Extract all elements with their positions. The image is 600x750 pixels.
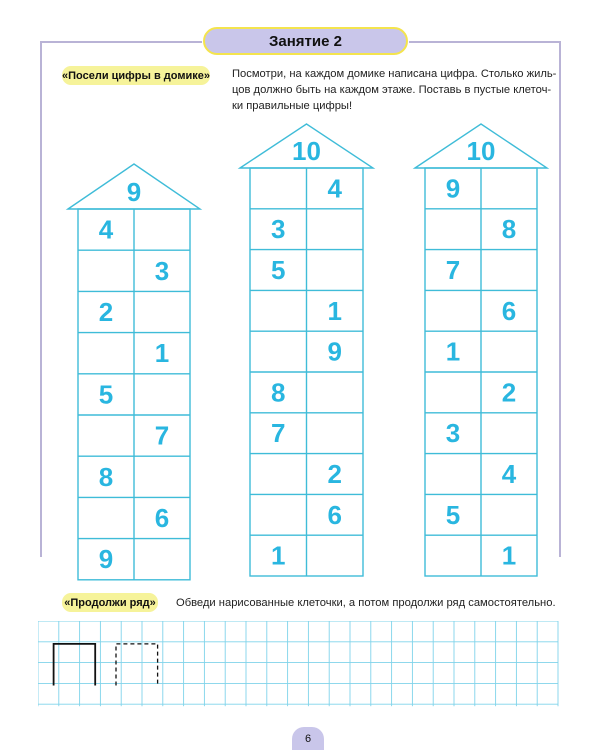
house-cell-number: 6 xyxy=(501,295,517,326)
house-cell-number: 8 xyxy=(98,461,114,492)
house-roof-number: 10 xyxy=(466,136,496,166)
lesson-title: Занятие 2 xyxy=(203,27,408,55)
house-cell-number: 7 xyxy=(154,420,170,451)
house-roof-number: 9 xyxy=(126,177,142,207)
house-1 xyxy=(68,164,200,580)
house-cell-number: 1 xyxy=(445,336,461,367)
house-cell-number: 6 xyxy=(154,503,170,533)
house-2 xyxy=(240,124,373,576)
task1-instruction-line: ки правильные цифры! xyxy=(232,100,353,112)
task1-instruction-line: цов должно быть на каждом этаже. Поставь в пустые клеточ- xyxy=(232,84,552,96)
page-number: 6 xyxy=(292,727,324,750)
house-cell-number: 7 xyxy=(445,255,461,285)
task2-label: «Продолжи ряд» xyxy=(62,593,158,612)
house-cell-number: 5 xyxy=(445,499,461,530)
house-cell-number: 2 xyxy=(501,377,517,408)
task1-label: «Посели цифры в домике» xyxy=(62,66,210,85)
house-cell-number: 5 xyxy=(271,255,286,285)
task1-instruction-line: Посмотри, на каждом домике написана цифра. Столько жиль- xyxy=(232,68,557,80)
house-cell-number: 4 xyxy=(501,459,517,489)
house-cell-number: 3 xyxy=(271,214,286,245)
house-cell-number: 1 xyxy=(271,540,286,571)
house-cell-number: 2 xyxy=(98,297,114,327)
house-cell-number: 2 xyxy=(327,459,342,489)
house-cell-number: 3 xyxy=(445,418,461,449)
practice-grid[interactable] xyxy=(38,621,562,712)
task2-instruction: Обведи нарисованные клеточки, а потом продолжи ряд самостоятельно. xyxy=(176,597,556,609)
house-3 xyxy=(415,124,547,576)
house-cell-number: 1 xyxy=(154,338,170,369)
house-cell-number: 7 xyxy=(271,418,286,449)
house-cell-number: 1 xyxy=(501,540,517,571)
house-roof-number: 10 xyxy=(292,136,321,166)
house-cell-number: 8 xyxy=(501,214,517,245)
house-cell-number: 4 xyxy=(327,173,342,204)
house-cell-number: 9 xyxy=(98,544,114,575)
house-cell-number: 8 xyxy=(271,377,286,408)
house-cell-number: 1 xyxy=(327,295,342,326)
example-shape-solid xyxy=(54,644,96,686)
house-cell-number: 9 xyxy=(327,336,342,367)
house-cell-number: 4 xyxy=(98,214,114,245)
house-cell-number: 9 xyxy=(445,173,461,204)
house-cell-number: 5 xyxy=(98,379,114,410)
house-cell-number: 3 xyxy=(154,255,170,286)
practice-grid-svg[interactable] xyxy=(38,621,562,707)
house-cell-number: 6 xyxy=(327,499,342,530)
example-shape-dashed[interactable] xyxy=(116,644,158,686)
